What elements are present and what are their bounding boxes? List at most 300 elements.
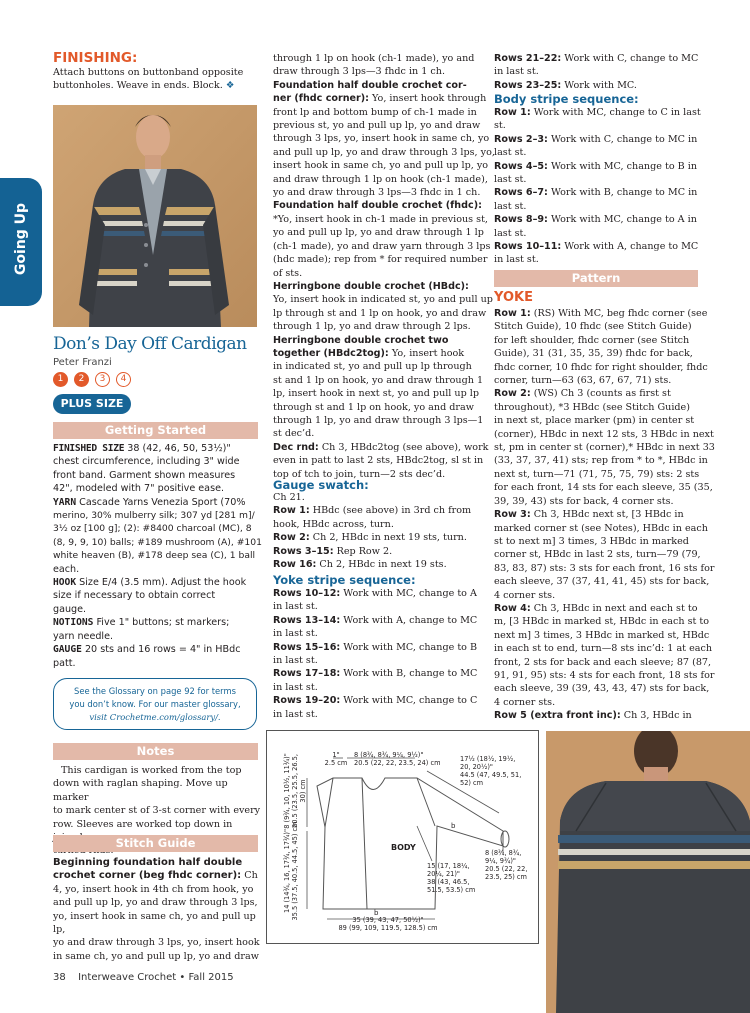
body-stripe-line — [494, 240, 706, 253]
col2-line — [273, 401, 485, 414]
pattern-line — [494, 307, 708, 320]
gauge-text: Rep Row 2. — [333, 545, 393, 557]
notes-line: row. Sleeves are worked top down in — [53, 818, 233, 830]
pattern-line — [494, 508, 708, 521]
pattern-text: corner st, HBdc in last 2 sts, turn—79 (79, — [494, 549, 701, 561]
skill-level-2-label: 2 — [78, 374, 85, 384]
gs-line: GAUGE 20 sts and 16 rows = 4" in HBdc — [53, 644, 241, 656]
schematic-neck: 1" 2.5 cm — [324, 751, 348, 767]
plus-size-label: PLUS SIZE — [60, 397, 124, 410]
col2-line — [273, 374, 485, 387]
gauge-swatch-heading: Gauge swatch: — [273, 478, 369, 492]
schematic-back-width: 8 (8¾, 8¾, 9¼, 9½)" 20.5 (22, 22, 23.5, 24) cm — [354, 751, 441, 767]
body-stripe-line — [494, 213, 706, 226]
col3-top-line — [494, 52, 706, 65]
body-stripe-line — [494, 160, 706, 173]
col2-text: through 1 lp, yo and draw through 2 lps. — [273, 321, 471, 333]
pattern-text: st to next m] 3 times, 3 HBdc in marked — [494, 535, 689, 547]
yoke-stripe-bold: Rows 17–18: — [273, 668, 341, 680]
section-side-tab — [0, 178, 42, 306]
col2-line — [273, 213, 488, 226]
gauge-line — [273, 518, 485, 531]
pattern-line — [494, 602, 708, 615]
end-mark-icon: ❖ — [225, 80, 235, 91]
body-stripe-bold: Row 1: — [494, 107, 531, 118]
pattern-bold: Row 4: — [494, 602, 531, 614]
col2-bold: Foundation half double crochet cor- — [273, 79, 467, 91]
schematic-yoke-depth: 8 (9¾, 10, 10½, 11¾)" 20.5 (23.5, 25.5, 26.5, 30) cm — [283, 753, 307, 829]
col2-line — [273, 132, 490, 145]
pattern-line — [494, 481, 713, 494]
col2-line — [273, 173, 488, 186]
pattern-line — [494, 374, 708, 387]
col2-line — [273, 65, 485, 78]
col2-line — [273, 119, 485, 132]
skill-level-3-label: 3 — [99, 374, 106, 384]
col2-bold: ner (fhdc corner): — [273, 93, 369, 105]
col2-line — [273, 441, 489, 454]
col2-text: Ch 3, HBdc2tog (see above), work — [318, 441, 489, 453]
yoke-stripe-text: Work with A, change to MC — [340, 614, 478, 626]
body-stripe-text: last st. — [494, 227, 527, 239]
pattern-text: marked corner st (see Notes), HBdc in each — [494, 522, 708, 534]
gauge-bold: Row 1: — [273, 505, 310, 517]
yoke-stripe-heading: Yoke stripe sequence: — [273, 573, 416, 587]
gs-line: gauge. — [53, 603, 87, 615]
stitch-line: yo and draw through 3 lps, yo, insert hook — [53, 937, 260, 949]
pattern-line — [494, 682, 708, 695]
pattern-line — [494, 347, 708, 360]
gauge-swatch-body — [273, 491, 485, 571]
col2-text: and pull up lp, yo and draw through 3 lps, yo, — [273, 146, 495, 158]
getting-started-body — [53, 442, 263, 670]
pattern-line — [494, 454, 708, 467]
col3-top-text: Work with C, change to MC — [561, 53, 699, 64]
yoke-stripe-bold: Rows 19–20: — [273, 695, 341, 707]
notes-line: down with raglan shaping. Move up marker — [53, 778, 228, 803]
yoke-stripe-line — [273, 627, 485, 640]
col2-line — [273, 387, 485, 400]
body-stripe-line — [494, 227, 706, 240]
col2-line — [273, 253, 488, 266]
gs-line: patt. — [53, 657, 76, 669]
pattern-bar: Pattern — [494, 270, 698, 287]
pattern-text: Ch 3, HBdc in next and each st to — [530, 602, 698, 614]
pattern-line — [494, 642, 713, 655]
pattern-text: fhdc corner, 10 fhdc for right shoulder, fhdc — [494, 361, 708, 373]
pattern-line — [494, 562, 715, 575]
footer-bullet: • — [179, 972, 189, 983]
col2-text: (hdc made); rep from * for required number — [273, 254, 488, 266]
skill-level-4-label: 4 — [120, 374, 127, 384]
pattern-line — [494, 334, 708, 347]
body-stripe-line — [494, 119, 706, 132]
pattern-text: for left shoulder, fhdc corner (see Stitch — [494, 334, 690, 346]
pattern-text: next m] 3 times, 3 HBdc in marked st, HBdc — [494, 629, 710, 641]
gs-line: merino, 30% mulberry silk; 307 yd [281 m]/ — [53, 510, 255, 522]
col2-line — [273, 360, 485, 373]
col2-text: through st and 1 lp on hook, yo and draw — [273, 401, 474, 413]
stitch-head: Beginning foundation half double — [53, 857, 243, 868]
body-stripe-text: in last st. — [494, 254, 539, 266]
finishing-heading: FINISHING: — [53, 50, 138, 66]
col2-line — [273, 427, 485, 440]
pattern-text: Stitch Guide), 10 fhdc (see Stitch Guide) — [494, 321, 692, 333]
yoke-stripe-text: in last st. — [273, 708, 318, 720]
pattern-line — [494, 589, 708, 602]
col2-line — [273, 267, 485, 280]
gauge-line — [273, 491, 485, 504]
col2-line — [273, 226, 485, 239]
pattern-line — [494, 414, 708, 427]
pattern-text: in next st, place marker (pm) in center st — [494, 415, 695, 427]
gauge-bold: Row 2: — [273, 532, 310, 544]
yoke-stripe-text: in last st. — [273, 655, 318, 667]
body-stripe-bold: Rows 4–5: — [494, 160, 548, 172]
col2-line — [273, 79, 485, 92]
stitch-line: crochet corner (beg fhdc corner): Ch — [53, 870, 258, 882]
yoke-stripe-bold: Rows 10–12: — [273, 588, 341, 599]
column-three-top — [494, 52, 706, 92]
gs-line: NOTIONS Five 1" buttons; st markers; — [53, 617, 230, 629]
col2-text: st and 1 lp on hook, yo and draw through 1 — [273, 374, 484, 386]
body-stripe-text: last st. — [494, 147, 527, 159]
pattern-text: corner, turn—63 (63, 67, 67, 71) sts. — [494, 375, 672, 387]
pattern-text: 39, 39, 43) sts for back, 4 corner sts. — [494, 495, 674, 507]
schematic-cuff: 8 (8¾, 8¾, 9¼, 9¾)" 20.5 (22, 22, 23.5, 25) cm — [485, 849, 528, 881]
col2-text: through 3 lps, yo, insert hook in same ch, yo — [273, 133, 490, 145]
pattern-title: Don’s Day Off Cardigan — [53, 334, 247, 354]
pattern-text: Ch 3, HBdc in — [620, 710, 692, 722]
col2-text: through 1 lp on hook (ch-1 made), yo and — [273, 53, 475, 64]
col2-text: previous st, yo and pull up lp, yo and draw — [273, 120, 481, 132]
col2-text: Yo, insert hook in indicated st, yo and pull up — [273, 294, 493, 306]
designer-name: Peter Franzi — [53, 357, 112, 368]
col2-line — [273, 334, 485, 347]
gs-line: HOOK Size E/4 (3.5 mm). Adjust the hook — [53, 577, 247, 589]
publication-name: Interweave Crochet — [78, 972, 177, 983]
pattern-line — [494, 495, 708, 508]
yoke-stripe-body — [273, 587, 485, 721]
col2-text: Yo, insert hook through — [369, 93, 487, 105]
schematic-sleeve-length: 17½ (18½, 19½, 20, 20½)" 44.5 (47, 49.5, 51, 52) cm — [460, 755, 522, 787]
yoke-stripe-bold: Rows 15–16: — [273, 641, 341, 653]
col3-top-line — [494, 79, 706, 92]
col2-text: yo and draw through 3 lps—3 fhdc in 1 ch. — [273, 187, 481, 199]
yoke-stripe-text: in last st. — [273, 628, 318, 640]
model-photo-front — [53, 105, 257, 327]
yoke-stripe-text: Work with MC, change to B — [340, 641, 478, 653]
gs-line: size if necessary to obtain correct — [53, 590, 216, 602]
col3-top-text: Work with MC. — [561, 79, 637, 91]
stitch-guide-body — [53, 856, 265, 963]
col2-line — [273, 159, 489, 172]
pattern-line — [494, 401, 708, 414]
getting-started-bar: Getting Started — [53, 422, 258, 439]
gauge-text: hook, HBdc across, turn. — [273, 518, 394, 530]
col2-line — [273, 92, 485, 105]
pattern-line — [494, 548, 708, 561]
yoke-stripe-line — [273, 667, 485, 680]
yoke-stripe-text: Work with MC, change to C — [340, 695, 478, 707]
col2-text: st dec’d. — [273, 428, 315, 440]
stitch-line: in same ch, yo and pull up lp, yo and draw — [53, 950, 259, 962]
col2-line — [273, 454, 485, 467]
model-photo-back — [546, 731, 750, 1013]
col2-text: *Yo, insert hook in ch-1 made in previous st, — [273, 213, 488, 225]
pattern-line — [494, 361, 708, 374]
gauge-bold: Row 16: — [273, 559, 317, 571]
glossary-line: you don’t know. For our master glossary, — [69, 699, 241, 709]
col2-line — [273, 52, 485, 65]
notes-bar: Notes — [53, 743, 258, 760]
yoke-stripe-line — [273, 614, 485, 627]
schematic-upper-arm: 15 (17, 18¼, 20¼, 21)" 38 (43, 46.5, 51.5, 53.5) cm — [427, 862, 476, 894]
yoke-stripe-line — [273, 708, 485, 721]
body-stripe-line — [494, 173, 706, 186]
pattern-line — [494, 468, 708, 481]
side-tab-label: Going Up — [13, 202, 29, 276]
pattern-text: (RS) With MC, beg fhdc corner (see — [530, 308, 708, 319]
yoke-stripe-line — [273, 654, 485, 667]
gauge-text: Ch 21. — [273, 492, 305, 503]
col2-line — [273, 240, 491, 253]
finishing-text-line: Attach buttons on buttonband opposite — [53, 67, 244, 78]
col2-text: of sts. — [273, 267, 303, 279]
pattern-line — [494, 535, 708, 548]
col2-line — [273, 199, 485, 212]
col2-bold: Foundation half double crochet (fhdc): — [273, 200, 482, 212]
notes-line: This cardigan is worked from the top — [61, 765, 242, 776]
schematic-box — [266, 730, 539, 944]
col2-line — [273, 146, 495, 159]
pattern-bold: Row 5 (extra front inc): — [494, 710, 621, 722]
gauge-line — [273, 558, 485, 571]
gauge-text: HBdc (see above) in 3rd ch from — [309, 505, 472, 517]
pattern-text: (33, 37, 37, 41) sts; rep from * to *, HBdc in — [494, 455, 708, 467]
col3-top-text: in last st. — [494, 66, 539, 78]
skill-level-1-label: 1 — [57, 374, 64, 384]
pattern-line — [494, 709, 708, 722]
pattern-line — [494, 320, 708, 333]
gs-line: FINISHED SIZE 38 (42, 46, 50, 53½)" — [53, 443, 231, 454]
col2-line — [273, 293, 493, 306]
pattern-text: for each front, 14 sts for each sleeve, 35 (35, — [494, 482, 713, 494]
col2-line — [273, 320, 485, 333]
col2-text: draw through 3 lps—3 fhdc in 1 ch. — [273, 66, 446, 78]
body-stripe-text: Work with MC, change to A in — [547, 214, 697, 226]
gauge-line — [273, 504, 485, 517]
pattern-text: 4 corner sts. — [494, 589, 556, 601]
yoke-stripe-line — [273, 600, 485, 613]
col3-top-line — [494, 65, 706, 78]
body-stripe-heading: Body stripe sequence: — [494, 92, 639, 106]
col2-line — [273, 307, 485, 320]
pattern-line — [494, 615, 708, 628]
finishing-text-line-2: buttonholes. Weave in ends. Block. — [53, 80, 223, 91]
gs-line: 3½ oz [100 g]; (2): #8400 charcoal (MC), 8 — [53, 523, 252, 535]
skill-level-3 — [95, 372, 110, 387]
col2-bold: Dec rnd: — [273, 441, 319, 453]
yoke-stripe-line — [273, 694, 485, 707]
skill-level-1 — [53, 372, 68, 387]
col2-text: front lp and bottom bump of ch-1 made in — [273, 106, 477, 118]
gauge-text: Ch 2, HBdc in next 19 sts, turn. — [309, 532, 467, 544]
body-stripe-line — [494, 146, 706, 159]
body-stripe-text: last st. — [494, 200, 527, 212]
gs-line: white heaven (B), #178 deep sea (C), 1 ball — [53, 550, 256, 562]
body-stripe-body — [494, 106, 706, 267]
pattern-line — [494, 696, 708, 709]
pattern-bold: Row 1: — [494, 308, 531, 319]
gs-line: 42", modeled with 7" positive ease. — [53, 483, 225, 495]
schematic-marker-a: b — [374, 909, 379, 917]
pattern-text: 4 corner sts. — [494, 696, 556, 708]
col2-bold: Herringbone double crochet two — [273, 334, 449, 346]
col2-text: Yo, insert hook — [388, 347, 465, 359]
col2-line — [273, 186, 485, 199]
body-stripe-text: Work with MC, change to C in last — [530, 107, 701, 118]
pattern-text: 91, 91, 95) sts: 4 sts for each front, 18 sts for — [494, 669, 715, 681]
glossary-line: See the Glossary on page 92 for terms — [74, 686, 236, 696]
gauge-bold: Rows 3–15: — [273, 545, 334, 557]
pattern-bold: Row 3: — [494, 509, 531, 521]
pattern-text: each sleeve, 39 (39, 43, 43, 47) sts for back, — [494, 683, 710, 695]
schematic-body-label: BODY — [391, 843, 416, 852]
col2-text: lp, insert hook in next st, yo and pull up lp — [273, 388, 480, 400]
pattern-line — [494, 428, 714, 441]
pattern-text: Ch 3, HBdc next st, [3 HBdc in — [530, 509, 684, 521]
pattern-line — [494, 629, 708, 642]
yoke-stripe-text: Work with B, change to MC — [340, 668, 478, 680]
gauge-line — [273, 531, 485, 544]
yoke-stripe-line — [273, 681, 485, 694]
col2-text: in indicated st, yo and pull up lp through — [273, 361, 472, 373]
yoke-stripe-text: in last st. — [273, 601, 318, 613]
stitch-line: and pull up lp, yo and draw through 3 lps, — [53, 897, 258, 909]
body-stripe-bold: Rows 8–9: — [494, 214, 548, 226]
yoke-stripe-line — [273, 587, 485, 600]
pattern-line — [494, 575, 708, 588]
plus-size-badge — [53, 394, 131, 414]
gauge-line — [273, 545, 485, 558]
pattern-text: Guide), 31 (31, 35, 35, 39) fhdc for back, — [494, 348, 693, 360]
col2-text: even in patt to last 2 sts, HBdc2tog, sl st in — [273, 455, 484, 467]
glossary-box — [53, 678, 257, 730]
skill-level-row — [53, 372, 131, 387]
yoke-stripe-bold: Rows 13–14: — [273, 614, 341, 626]
body-stripe-text: Work with B, change to MC in — [547, 187, 698, 199]
yoke-title: YOKE — [494, 290, 533, 305]
body-stripe-text: last st. — [494, 174, 527, 186]
gs-line: yarn needle. — [53, 630, 114, 642]
body-stripe-text: Work with MC, change to B in — [547, 160, 698, 172]
gauge-text: Ch 2, HBdc in next 19 sts. — [316, 559, 447, 571]
model-photo-front-illustration — [53, 105, 257, 327]
pattern-line — [494, 387, 708, 400]
pattern-line — [494, 669, 715, 682]
col2-text: lp through st and 1 lp on hook, yo and draw — [273, 307, 487, 319]
col2-bold: together (HBdc2tog): — [273, 347, 389, 359]
body-stripe-text: Work with C, change to MC in — [547, 133, 698, 145]
page-number: 38 — [53, 972, 66, 983]
yoke-stripe-text: in last st. — [273, 681, 318, 693]
col2-line — [273, 414, 485, 427]
col2-text: yo and pull up lp, yo and draw through 1 lp — [273, 227, 484, 239]
col2-bold: Herringbone double crochet (HBdc): — [273, 280, 469, 292]
pattern-text: next st, turn—71 (71, 75, 75, 79) sts: 2 sts — [494, 468, 700, 480]
body-stripe-line — [494, 106, 706, 119]
body-stripe-text: st. — [494, 120, 506, 132]
pattern-text: each sleeve, 37 (37, 41, 41, 45) sts for back, — [494, 576, 710, 588]
page-footer — [53, 972, 234, 983]
glossary-link[interactable]: visit Crochetme.com/glossary/. — [89, 712, 221, 722]
gs-line: each. — [53, 563, 80, 575]
col2-line — [273, 347, 485, 360]
schematic-body-length: 14 (14¾, 16, 17¾, 17¾)" 35.5 (37.5, 40.5, 44.5, 45) cm — [283, 821, 299, 921]
pattern-text: (corner), HBdc in next 12 sts, 3 HBdc in next — [494, 428, 714, 440]
gs-line: front band. Garment shown measures — [53, 469, 236, 481]
schematic-marker-b: b — [451, 822, 456, 830]
pattern-text: in each st to end, turn—8 sts inc’d: 1 at each — [494, 643, 713, 655]
col2-line — [273, 280, 485, 293]
col3-top-bold: Rows 21–22: — [494, 53, 562, 64]
gs-line: chest circumference, including 3" wide — [53, 456, 240, 468]
pattern-text: throughout), *3 HBdc (see Stitch Guide) — [494, 401, 690, 413]
gs-line: (8, 9, 9, 10) balls; #189 mushroom (A), #101 — [53, 536, 262, 548]
issue-name: Fall 2015 — [188, 972, 234, 983]
pattern-text: m, [3 HBdc in marked st, HBdc in each st to — [494, 616, 710, 628]
schematic-hem: 35 (39, 43, 47, 50½)" 89 (99, 109, 119.5, 128.5) cm — [338, 916, 438, 932]
pattern-line — [494, 522, 708, 535]
yoke-stripe-line — [273, 641, 485, 654]
pattern-body — [494, 307, 715, 723]
finishing-section — [53, 50, 261, 92]
col2-text: through 1 lp, yo and draw through 3 lps—1 — [273, 414, 484, 426]
body-stripe-bold: Rows 6–7: — [494, 187, 548, 199]
pattern-text: st, pm in center st (corner),* HBdc in next 33 — [494, 442, 715, 454]
body-stripe-line — [494, 253, 706, 266]
body-stripe-bold: Rows 2–3: — [494, 133, 548, 145]
column-two — [273, 52, 495, 481]
col2-text: (ch-1 made), yo and draw yarn through 3 lps — [273, 240, 491, 252]
col2-text: top of tch to join, turn—2 sts dec’d. — [273, 468, 446, 480]
body-stripe-text: Work with A, change to MC — [561, 241, 699, 253]
col2-text: insert hook in same ch, yo and pull up lp, yo — [273, 160, 489, 172]
skill-level-2 — [74, 372, 89, 387]
col2-text: and draw through 1 lp on hook (ch-1 made), — [273, 173, 488, 185]
gs-line: YARN Cascade Yarns Venezia Sport (70% — [53, 496, 246, 508]
notes-line: to mark center st of 3-st corner with every — [53, 805, 261, 817]
skill-level-4 — [116, 372, 131, 387]
pattern-text: front, 2 sts for back and each sleeve; 87 (87, — [494, 656, 712, 668]
pattern-text: 83, 83, 87) sts: 3 sts for each front, 16 sts for — [494, 562, 715, 574]
pattern-bold: Row 2: — [494, 388, 531, 400]
pattern-line — [494, 656, 712, 669]
finishing-text-line — [53, 79, 261, 92]
pattern-text: (WS) Ch 3 (counts as first st — [530, 388, 671, 400]
model-photo-back-illustration — [546, 731, 750, 1013]
stitch-guide-bar: Stitch Guide — [53, 835, 258, 852]
body-stripe-line — [494, 133, 706, 146]
pattern-line — [494, 441, 715, 454]
col3-top-bold: Rows 23–25: — [494, 79, 562, 91]
body-stripe-line — [494, 200, 706, 213]
stitch-line: 4, yo, insert hook in 4th ch from hook, yo — [53, 883, 254, 895]
body-stripe-bold: Rows 10–11: — [494, 241, 562, 253]
stitch-line: yo, insert hook in same ch, yo and pull up lp, — [53, 910, 256, 936]
yoke-stripe-text: Work with MC, change to A — [340, 588, 477, 599]
